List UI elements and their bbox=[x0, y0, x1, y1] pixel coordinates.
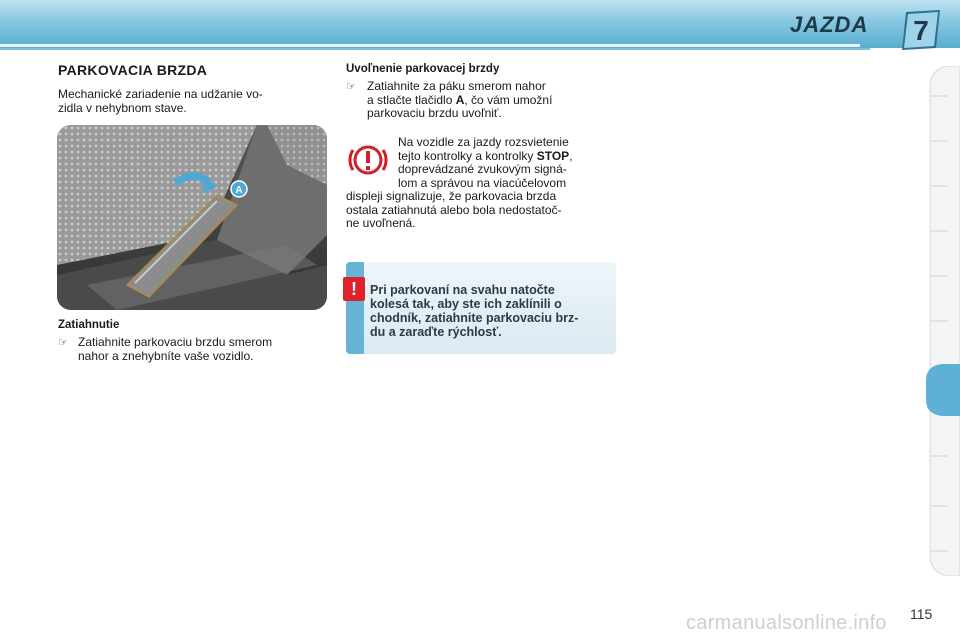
release-line-1: Zatiahnite za páku smerom nahor bbox=[367, 79, 546, 93]
warning-line-5: displeji signalizuje, že parkovacia brzda bbox=[346, 189, 557, 203]
warning-line-3: doprevádzané zvukovým signá- bbox=[398, 162, 567, 176]
tip-line-4: du a zaraďte rýchlosť. bbox=[370, 325, 502, 339]
apply-title: Zatiahnutie bbox=[58, 319, 120, 331]
section-title: PARKOVACIA BRZDA bbox=[58, 62, 208, 78]
header-stripe bbox=[0, 44, 860, 47]
brake-warning-light-icon bbox=[346, 138, 390, 182]
active-chapter-tab bbox=[926, 364, 960, 416]
chapter-tabs bbox=[926, 66, 960, 576]
exclamation-icon: ! bbox=[343, 277, 365, 301]
warning-text-bottom bbox=[346, 190, 616, 231]
warning-line-1: Na vozidle za jazdy rozsvietenie bbox=[398, 135, 569, 149]
apply-line-2: nahor a znehybníte vaše vozidlo. bbox=[78, 348, 254, 363]
chapter-title: JAZDA bbox=[790, 12, 869, 37]
header-stripe-lower bbox=[0, 48, 870, 50]
warning-line-4: lom a správou na viacúčelovom bbox=[398, 175, 567, 190]
tip-line-2: kolesá tak, aby ste ich zaklínili o bbox=[370, 297, 562, 311]
parking-brake-photo bbox=[57, 125, 327, 310]
warning-line-6: ostala zatiahnutá alebo bola nedostatoč- bbox=[346, 202, 562, 217]
tip-line-3: chodník, zatiahnite parkovaciu brz- bbox=[370, 311, 579, 325]
chapter-number-badge bbox=[900, 10, 942, 50]
apply-bullet-icon: ☞ bbox=[58, 337, 68, 349]
warning-line-7: ne uvoľnená. bbox=[346, 216, 416, 230]
apply-text bbox=[78, 336, 328, 363]
release-title: Uvoľnenie parkovacej brzdy bbox=[346, 63, 500, 75]
chapter-number: 7 bbox=[913, 15, 929, 46]
tip-line-1: Pri parkovaní na svahu natočte bbox=[370, 283, 555, 297]
release-bullet-icon: ☞ bbox=[346, 81, 356, 93]
intro-line-1: Mechanické zariadenie na udžanie vo- bbox=[58, 87, 263, 101]
warning-text-top bbox=[398, 136, 616, 190]
watermark: carmanualsonline.info bbox=[686, 612, 887, 634]
release-line-2: a stlačte tlačidlo A, čo vám umožní bbox=[367, 92, 553, 107]
intro-line-2: zidla v nehybnom stave. bbox=[58, 100, 187, 115]
parking-tip-text bbox=[370, 283, 612, 339]
release-text bbox=[367, 80, 617, 121]
release-line-3: parkovaciu brzdu uvoľniť. bbox=[367, 106, 502, 120]
warning-line-2: tejto kontrolky a kontrolky STOP, bbox=[398, 148, 573, 163]
apply-line-1: Zatiahnite parkovaciu brzdu smerom bbox=[78, 335, 273, 349]
section-intro bbox=[58, 88, 326, 115]
page-number: 115 bbox=[910, 606, 933, 622]
button-a-label: A bbox=[235, 185, 243, 196]
parking-tip-bar bbox=[346, 262, 364, 354]
